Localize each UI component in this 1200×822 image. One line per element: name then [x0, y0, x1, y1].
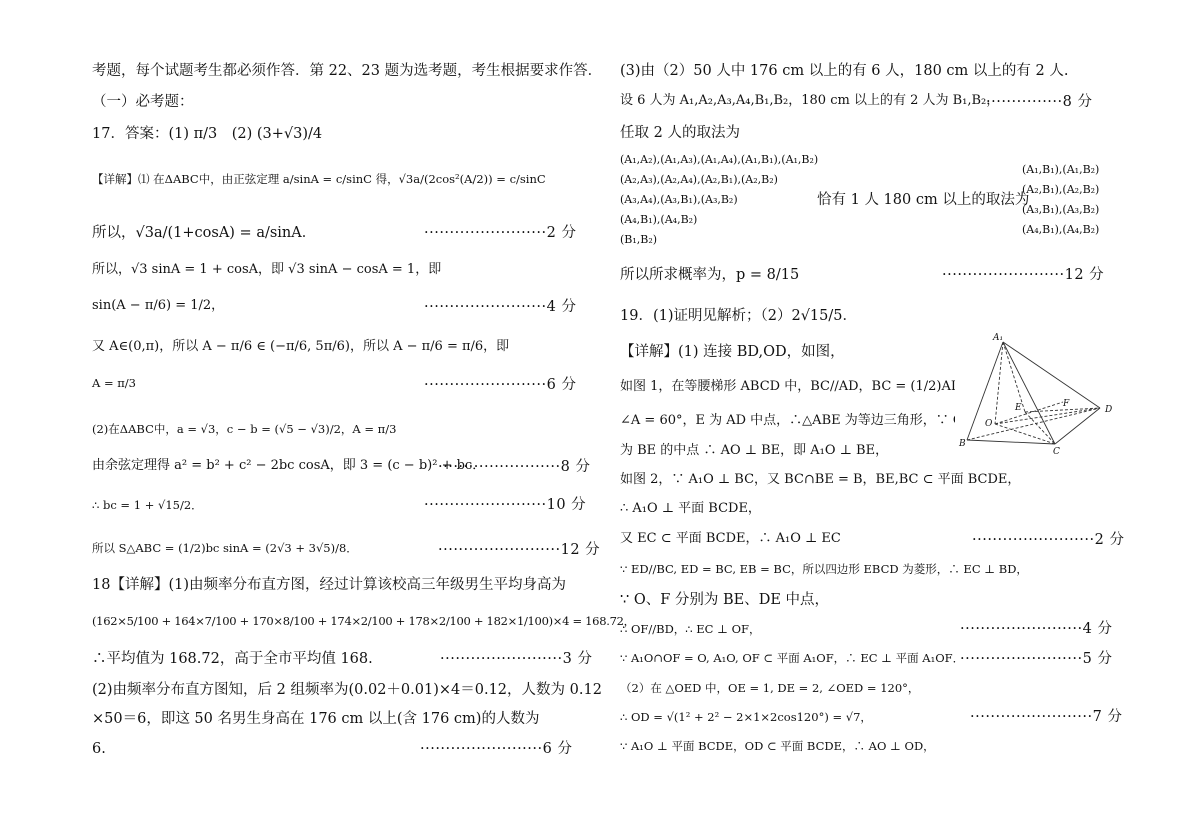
score-mark: ························7 分 [970, 709, 1123, 725]
q17-part2-3: ∴ bc = 1 + √15/2． [92, 498, 203, 512]
list-item: (A₂,A₃),(A₂,A₄),(A₂,B₁),(A₂,B₂) [620, 173, 778, 186]
q18-part3-3: 任取 2 人的取法为 [620, 125, 740, 141]
q19-detail-4: 为 BE 的中点 ∴ AO ⊥ BE，即 A₁O ⊥ BE， [620, 443, 889, 458]
q18-detail-1: 18【详解】(1)由频率分布直方图，经过计算该校高三年级男生平均身高为 [92, 577, 566, 593]
vertex-label-b: B [959, 439, 966, 449]
q18-mean-result: ∴平均值为 168.72，高于全市平均值 168. [92, 651, 373, 667]
q18-part2-3: 6. [92, 741, 106, 757]
vertex-label-e: E [1015, 403, 1022, 413]
score-mark: ···············8 分 [986, 94, 1093, 110]
q18-part2-1: (2)由频率分布直方图知，后 2 组频率为(0.02＋0.01)×4＝0.12，人数为 0.12 [92, 682, 602, 698]
q17-step-1: 所以，√3a/(1+cosA) = a/sinA． [92, 225, 317, 241]
q19-detail-3: ∠A = 60°，E 为 AD 中点，∴△ABE 为等边三角形，∵ O [620, 413, 964, 428]
q19-detail-11: ∵ A₁O∩OF = O, A₁O, OF ⊂ 平面 A₁OF，∴ EC ⊥ 平面 A₁OF． [620, 651, 965, 665]
q19-answer: 19．(1)证明见解析；（2）2√15/5． [620, 308, 857, 324]
score-mark: ························6 分 [420, 741, 573, 757]
score-mark: ························4 分 [960, 621, 1113, 637]
list-item: (A₁,A₂),(A₁,A₃),(A₁,A₄),(A₁,B₁),(A₁,B₂) [620, 153, 819, 166]
q17-part2-4: 所以 S△ABC = (1/2)bc sinA = (2√3 + 3√5)/8． [92, 541, 358, 555]
q19-detail-9: ∵ O、F 分别为 BE、DE 中点， [620, 592, 830, 608]
q18-probability: 所以所求概率为，p = 8/15 [620, 267, 800, 283]
q19-detail-2: 如图 1，在等腰梯形 ABCD 中，BC//AD，BC = (1/2)AD = 2， [620, 379, 1002, 394]
q17-step-4: 又 A∈(0,π)，所以 A − π/6 ∈ (−π/6, 5π/6)，所以 A − π/6 = π/6，即 [92, 339, 510, 354]
q17-step-3: sin(A − π/6) = 1/2， [92, 298, 225, 313]
score-mark: ························6 分 [424, 377, 577, 393]
score-mark: ························12 分 [438, 542, 601, 558]
q19-part2-3: ∵ A₁O ⊥ 平面 BCDE，OD ⊂ 平面 BCDE，∴ AO ⊥ OD， [620, 739, 935, 753]
score-mark: ························4 分 [424, 299, 577, 315]
q18-part3-2: 设 6 人为 A₁,A₂,A₃,A₄,B₁,B₂，180 cm 以上的有 2 人为 B₁,B₂， [620, 93, 1000, 108]
q19-part2-2: ∴ OD = √(1² + 2² − 2×1×2cos120°) = √7， [620, 710, 872, 724]
q17-answer: 17．答案：(1) π/3 (2) (3+√3)/4 [92, 126, 323, 142]
q19-detail-1: 【详解】(1) 连接 BD,OD，如图， [620, 344, 845, 360]
score-mark: ························8 分 [438, 459, 591, 475]
q17-part2-2: 由余弦定理得 a² = b² + c² − 2bc cosA，即 3 = (c − b)² + bc． [92, 458, 486, 473]
vertex-label-o: O [985, 419, 993, 429]
intro-line: 考题，每个试题考生都必须作答．第 22、23 题为选考题，考生根据要求作答． [92, 63, 603, 79]
q18-part2-2: ×50＝6，即这 50 名男生身高在 176 cm 以上(含 176 cm)的人数为 [92, 711, 540, 727]
vertex-label-a1: A₁ [993, 333, 1004, 343]
list-item: (A₄,B₁),(A₄,B₂) [1022, 223, 1100, 236]
list-item: (A₃,A₄),(A₃,B₁),(A₃,B₂) [620, 193, 738, 206]
q17-step-2: 所以，√3 sinA = 1 + cosA，即 √3 sinA − cosA = 1，即 [92, 262, 442, 277]
q18-part3-1: (3)由（2）50 人中 176 cm 以上的有 6 人，180 cm 以上的有 2 人. [620, 63, 1069, 79]
q19-detail-5: 如图 2，∵ A₁O ⊥ BC，又 BC∩BE = B，BE,BC ⊂ 平面 BCDE， [620, 472, 1021, 487]
score-mark: ························10 分 [424, 497, 587, 513]
score-mark: ························2 分 [972, 532, 1125, 548]
vertex-label-f: F [1063, 399, 1070, 409]
q17-detail-1: 【详解】⑴ 在ΔABC中，由正弦定理 a/sinA = c/sinC 得，√3a/(2cos²(A/2)) = c/sinC [92, 172, 546, 186]
vertex-label-d: D [1105, 405, 1113, 415]
list-item: (A₁,B₁),(A₁,B₂) [1022, 163, 1100, 176]
q17-step-5: A = π/3 [92, 376, 137, 390]
vertex-label-c: C [1053, 447, 1060, 456]
q18-part3-4: 恰有 1 人 180 cm 以上的取法为 [817, 192, 1030, 208]
list-item: (A₂,B₁),(A₂,B₂) [1022, 183, 1100, 196]
score-mark: ························12 分 [942, 267, 1105, 283]
section-heading: （一）必考题： [92, 94, 194, 110]
one-pairs-list [1022, 160, 1099, 240]
q19-detail-6: ∴ A₁O ⊥ 平面 BCDE， [620, 501, 761, 516]
q18-mean-formula: (162×5/100 + 164×7/100 + 170×8/100 + 174×2/100 + 178×2/100 + 182×1/100)×4 = 168.72， [92, 614, 635, 628]
q19-detail-8: ∵ ED//BC, ED = BC, EB = BC，所以四边形 EBCD 为菱形，∴ EC ⊥ BD， [620, 562, 1028, 576]
q19-detail-10: ∴ OF//BD，∴ EC ⊥ OF， [620, 622, 761, 636]
q19-detail-7: 又 EC ⊂ 平面 BCDE，∴ A₁O ⊥ EC [620, 531, 841, 546]
pyramid-figure [955, 328, 1130, 456]
score-mark: ························5 分 [960, 651, 1113, 667]
q19-part2-1: （2）在 △OED 中，OE = 1, DE = 2, ∠OED = 120°， [620, 681, 920, 695]
list-item: (A₄,B₁),(A₄,B₂) [620, 213, 698, 226]
all-pairs-list [620, 150, 818, 250]
list-item: (A₃,B₁),(A₃,B₂) [1022, 203, 1100, 216]
score-mark: ························3 分 [440, 651, 593, 667]
list-item: (B₁,B₂) [620, 233, 658, 246]
q17-part2-1: (2)在ΔABC中，a = √3，c − b = (√5 − √3)/2，A = π/3 [92, 422, 397, 436]
score-mark: ························2 分 [424, 225, 577, 241]
